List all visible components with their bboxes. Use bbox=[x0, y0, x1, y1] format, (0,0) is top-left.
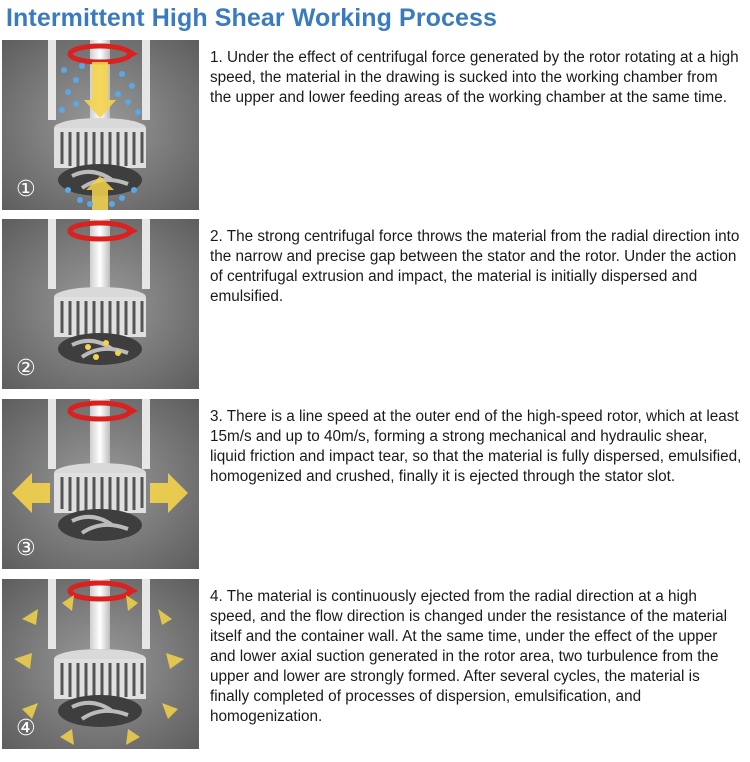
step-2 bbox=[2, 219, 748, 391]
rotor-shaft bbox=[90, 579, 110, 649]
step-4 bbox=[2, 579, 748, 751]
step-3 bbox=[2, 399, 748, 571]
step-2-illustration bbox=[2, 219, 199, 389]
step-4-illustration bbox=[2, 579, 199, 749]
step-1-description: 1. Under the effect of centrifugal force generated by the rotor rotating at a high speed, the material in the drawing is sucked into the working chamber from the upper and lower feeding areas of the working chamber at the same time. bbox=[210, 49, 739, 106]
stator-leg bbox=[48, 40, 56, 120]
step-2-description: 2. The strong centrifugal force throws the material from the radial direction into the narrow and precise gap between the stator and the rotor. Under the action of centrifugal extrusion and impact, the material is initially dispersed and emulsified. bbox=[210, 228, 740, 305]
step-1 bbox=[2, 40, 748, 212]
stator-leg bbox=[142, 219, 150, 289]
step-1-illustration bbox=[2, 40, 199, 210]
page-title: Intermittent High Shear Working Process bbox=[6, 4, 498, 32]
stator-leg bbox=[48, 219, 56, 289]
step-3-illustration bbox=[2, 399, 199, 569]
step-3-number-badge: ③ bbox=[16, 536, 36, 561]
stator-leg bbox=[142, 40, 150, 120]
stator-leg bbox=[48, 399, 56, 469]
step-2-number-badge: ② bbox=[16, 356, 36, 381]
step-4-description: 4. The material is continuously ejected from the radial direction at a high speed, and the flow direction is changed under the resistance of the material itself and the container wall. At the same time, under the effect of the upper and lower axial suction generated in the rotor area, two turbulence from the upper and lower are strongly formed. After several cycles, the material is finally completed of processes of dispersion, emulsification, and homogenization. bbox=[210, 588, 728, 725]
step-1-number-badge: ① bbox=[16, 177, 36, 202]
step-3-description: 3. There is a line speed at the outer end of the high-speed rotor, which at least 15m/s and up to 40m/s, forming a strong mechanical and hydraulic shear, liquid friction and impact tear, so that the material is fully dispersed, emulsified, homogenized and crushed, finally it is ejected through the stator slot. bbox=[210, 408, 742, 485]
rotor-shaft bbox=[90, 219, 110, 289]
stator-leg bbox=[142, 579, 150, 649]
step-4-number-badge: ④ bbox=[16, 716, 36, 741]
rotor-shaft bbox=[90, 399, 110, 469]
stator-leg bbox=[48, 579, 56, 649]
stator-leg bbox=[142, 399, 150, 469]
